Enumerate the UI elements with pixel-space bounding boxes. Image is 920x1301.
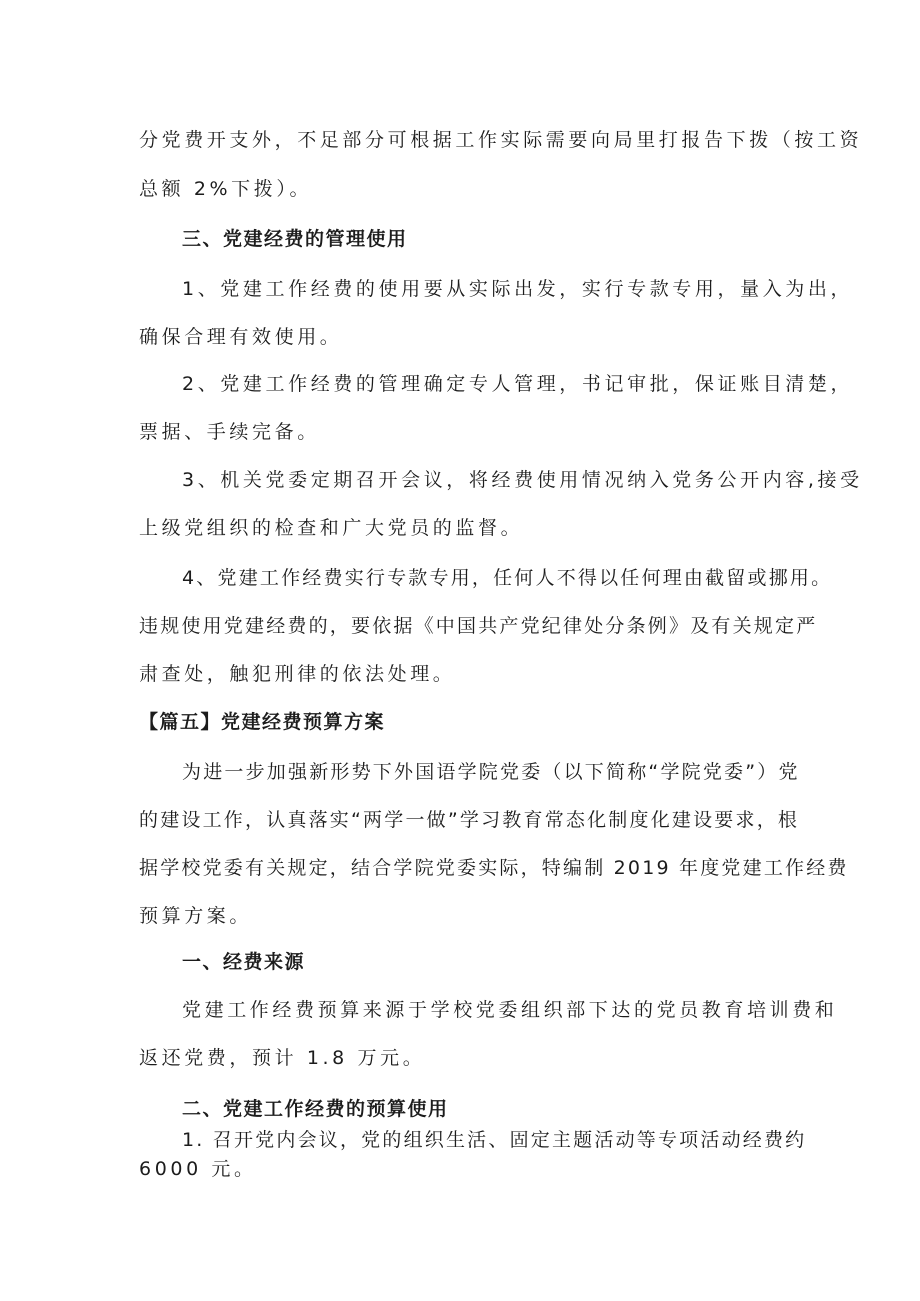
budget-item-1: 1. 召开党内会议，党的组织生活、固定主题活动等专项活动经费约 [182,1129,807,1151]
list-item-2: 2、党建工作经费的管理确定专人管理，书记审批，保证账目清楚， [182,373,854,395]
intro-paragraph-line: 的建设工作，认真落实“两学一做”学习教育常态化制度化建设要求，根 [139,809,800,831]
list-item-1: 1、党建工作经费的使用要从实际出发，实行专款专用，量入为出， [182,278,854,300]
funding-source-text: 党建工作经费预算来源于学校党委组织部下达的党员教育培训费和 [182,999,838,1021]
budget-item-1-cont: 6000 元。 [139,1158,257,1180]
section-heading-funding-source: 一、经费来源 [182,951,306,973]
list-item-3: 3、机关党委定期召开会议，将经费使用情况纳入党务公开内容,接受 [182,469,863,491]
list-item-2-cont: 票据、手续完备。 [139,421,320,443]
intro-paragraph-line: 据学校党委有关规定，结合学院党委实际，特编制 2019 年度党建工作经费 [139,857,849,879]
funding-source-text: 返还党费，预计 1.8 万元。 [139,1047,426,1069]
section-heading-management: 三、党建经费的管理使用 [182,228,408,250]
list-item-4-cont: 违规使用党建经费的，要依据《中国共产党纪律处分条例》及有关规定严 [139,615,818,637]
intro-paragraph-line: 预算方案。 [139,905,253,927]
chapter-heading-part-five: 【篇五】党建经费预算方案 [139,711,386,733]
list-item-4: 4、党建工作经费实行专款专用，任何人不得以任何理由截留或挪用。 [182,567,833,589]
list-item-4-cont: 肃查处，触犯刑律的依法处理。 [139,663,456,685]
body-text-line: 总额 2%下拨）。 [139,178,313,200]
section-heading-budget-use: 二、党建工作经费的预算使用 [182,1098,449,1120]
body-text-line: 分党费开支外，不足部分可根据工作实际需要向局里打报告下拨（按工资 [139,129,863,151]
list-item-3-cont: 上级党组织的检查和广大党员的监督。 [139,517,524,539]
list-item-1-cont: 确保合理有效使用。 [139,326,343,348]
intro-paragraph-line: 为进一步加强新形势下外国语学院党委（以下简称“学院党委”）党 [182,761,800,783]
